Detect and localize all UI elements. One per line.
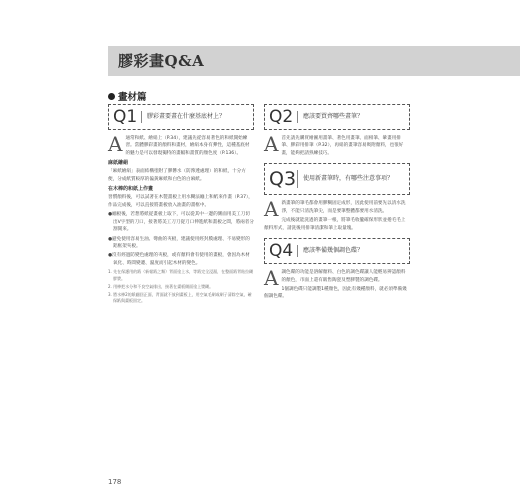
answer-initial-icon: A	[264, 197, 279, 222]
question-text: 應該準備幾個調色碟？	[303, 247, 364, 255]
note-item: 3. 將水棒2的紙翻回正面，背面就不放到畫板上，用空氣毛刷或刷子清除空氣，確保紙與畫板固定。	[108, 291, 252, 304]
note-item: 2. 用棒把水分和不良空氣排出，接著在畫板側面塗上漿糊。	[108, 283, 214, 289]
right-column	[264, 104, 410, 303]
question-box-q3	[264, 163, 410, 195]
answer-text: 通常和紙、繪絹上（P.34），建議先從容易著色的和紙開始練習。當體膠彩畫的顏料和畫材，繪絹本身有彈性，這種基底材的魅力是可以發現獨特的畫幅和畫質的顏色度（P.136）。	[125, 136, 250, 156]
page-number: 178	[108, 478, 122, 486]
question-divider	[141, 111, 142, 123]
bullet-item: ●避免使用容易生油、彎曲的夾板，建議使用經封膜處理、不易變形的鋁框架夾板。	[108, 236, 250, 249]
note-item: 1. 先在保護用的紙（新報紙之類）背面塗上水，等紙完全浸濕，在整面紙背貼拉糊膠漿。	[108, 269, 254, 281]
answer-q3	[264, 197, 410, 232]
paragraph: 習慣顏料後，可以試著在木製畫板上用水糊法繃上和紙來作畫（P.37），作品完成後，可以直接將畫板放入油畫的畫框中。	[108, 195, 253, 208]
question-divider	[297, 245, 298, 257]
question-number: Q4	[269, 241, 294, 262]
answer-q4	[264, 266, 410, 301]
answer-initial-icon: A	[264, 132, 279, 156]
answer-text: 首先請先購買繪圖用畫筆、著色用畫筆、面相筆、暈畫用排筆、膠彩用排筆（P.32），再絹的畫筆容易吸附顏料，也很好畫，能夠把請熟練技巧。	[281, 136, 404, 156]
subheading: 麻紙繪絹	[108, 160, 129, 167]
question-text: 應該要買齊哪些畫筆？	[303, 113, 364, 121]
question-divider	[297, 170, 298, 188]
page-title: 膠彩畫Q&A	[118, 52, 205, 70]
answer-text: 新畫筆的筆毛都會用膠糊固定成形，因此使用前要先以清水洗淨，不能只清洗筆尖，而是要筆整體都要用水清洗。	[281, 201, 406, 214]
answer-q1	[108, 132, 254, 304]
question-number: Q3	[269, 168, 297, 191]
subheading: 在木棒的和紙上作畫	[108, 186, 154, 193]
paragraph: 「麻紙繪絹」表面結構塗附了膠礬水（防滲透處理）的和紙，十分方便，分成紙質較厚的偏黃麻紙和白色的白麻紙。	[108, 169, 246, 182]
answer-initial-icon: A	[264, 266, 279, 291]
question-box-q4	[264, 238, 410, 264]
question-box-q1	[108, 104, 254, 130]
section-heading	[108, 89, 147, 103]
question-text: 使用新畫筆時，有哪些注意事項？	[303, 175, 394, 183]
question-divider	[297, 111, 298, 123]
question-number: Q2	[269, 107, 294, 127]
paragraph: 完成後就能洗過的畫筆一根，將筆毛收攏確保形狀並捲毛毛上顏料形式，請洗後用排筆清潔和筆上取量塊。	[264, 218, 406, 231]
bullet-item: ●繃板後，若想將紙從畫板上取下，可以從其中一邊的側面用美工刀切出V字型的刀口，接著將美工刀刀從刀口伸進紙和畫板之間，將兩者分割開來。	[108, 212, 254, 233]
answer-text: 調色碟的功能是溶解顏料、白色的調色碟讓人能輕易辨認顏料的顏色，市面上還有販售陶瓷及塑膠製的調色碟。	[281, 270, 406, 283]
bullet-item: ●沒有經過防變色處理的夾板，或有顏料會有使用的畫板，會因為木材氧化、時間變遷、濕度而引起木材的變色。	[108, 253, 250, 266]
question-number: Q1	[113, 107, 138, 127]
question-text: 膠彩畫要畫在什麼基底材上？	[147, 113, 226, 121]
answer-q2	[264, 132, 410, 157]
paragraph: 1個調色碟只能調製1種顏色，因此有幾種顏料，就必須準備幾個調色碟。	[264, 286, 407, 300]
bullet-dot-icon	[108, 93, 115, 100]
left-column	[108, 104, 254, 306]
section-title: 畫材篇	[118, 92, 147, 103]
answer-initial-icon: A	[108, 132, 123, 156]
question-box-q2	[264, 104, 410, 130]
